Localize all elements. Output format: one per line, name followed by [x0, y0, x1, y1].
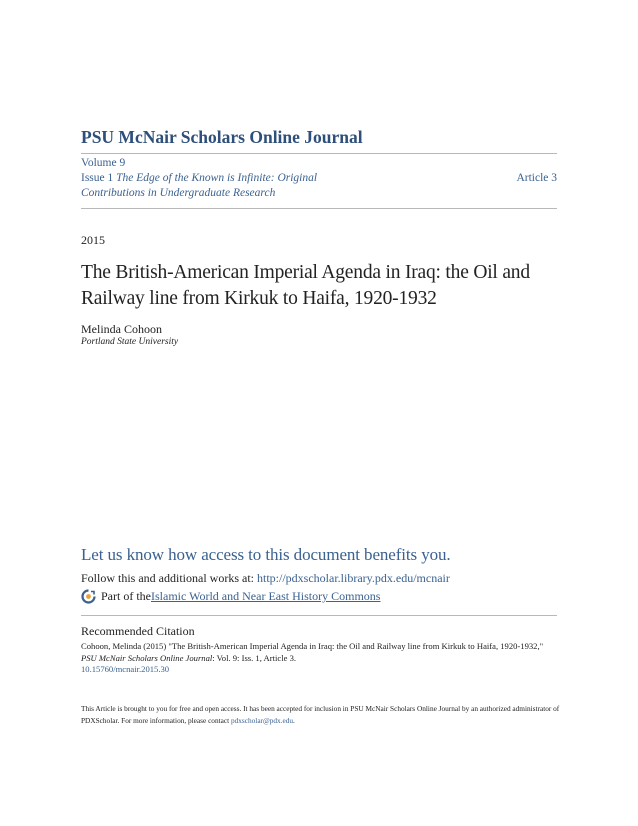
citation-volume: : Vol. 9: Iss. 1, Article 3.: [212, 652, 297, 663]
access-feedback-link[interactable]: Let us know how access to this document benefits you.: [81, 545, 451, 564]
author-affiliation: Portland State University: [81, 337, 179, 347]
recommended-citation-heading: Recommended Citation: [81, 624, 195, 638]
divider-citation: [81, 615, 557, 616]
repository-url-link[interactable]: http://pdxscholar.library.pdx.edu/mcnair: [257, 571, 450, 585]
issue-link[interactable]: [81, 172, 317, 184]
follow-prefix: Follow this and additional works at:: [81, 571, 257, 585]
volume-link[interactable]: Volume 9: [81, 157, 126, 169]
part-of-prefix: Part of the: [101, 589, 151, 603]
divider-top: [81, 153, 557, 154]
access-notice: [81, 703, 561, 726]
author-name: Melinda Cohoon: [81, 322, 162, 336]
article-title: The British-American Imperial Agenda in Iraq: the Oil and Railway line from Kirkuk to Haifa, 1920-1932: [81, 262, 530, 309]
divider-header: [81, 208, 557, 209]
contact-email-link[interactable]: pdxscholar@pdx.edu: [230, 715, 294, 725]
bepress-commons-icon: [81, 589, 96, 604]
notice-text: This Article is brought to you for free and open access. It has been accepted for inclusion in PSU McNair Scholars Online Journal by an authorized administrator of PDXScholar. For more information, please contact: [81, 704, 560, 725]
citation-journal: PSU McNair Scholars Online Journal: [81, 652, 213, 663]
part-of-line: [81, 589, 380, 604]
commons-link[interactable]: Islamic World and Near East History Commons: [151, 589, 381, 603]
issue-title-line-2[interactable]: Contributions in Undergraduate Research: [81, 187, 276, 199]
follow-line: [81, 571, 450, 586]
journal-title[interactable]: PSU McNair Scholars Online Journal: [81, 127, 363, 147]
article-number-link[interactable]: Article 3: [516, 172, 557, 184]
issue-prefix: Issue 1: [81, 172, 117, 184]
publication-year: 2015: [81, 233, 105, 247]
citation-text: [81, 641, 561, 676]
doi-link[interactable]: 10.15760/mcnair.2015.30: [81, 664, 170, 674]
issue-title-line-1: The Edge of the Known is Infinite: Original: [116, 172, 318, 184]
citation-body: Cohoon, Melinda (2015) "The British-American Imperial Agenda in Iraq: the Oil and Railway line from Kirkuk to Haifa, 1920-1932,": [81, 641, 544, 651]
notice-end: .: [293, 715, 295, 725]
